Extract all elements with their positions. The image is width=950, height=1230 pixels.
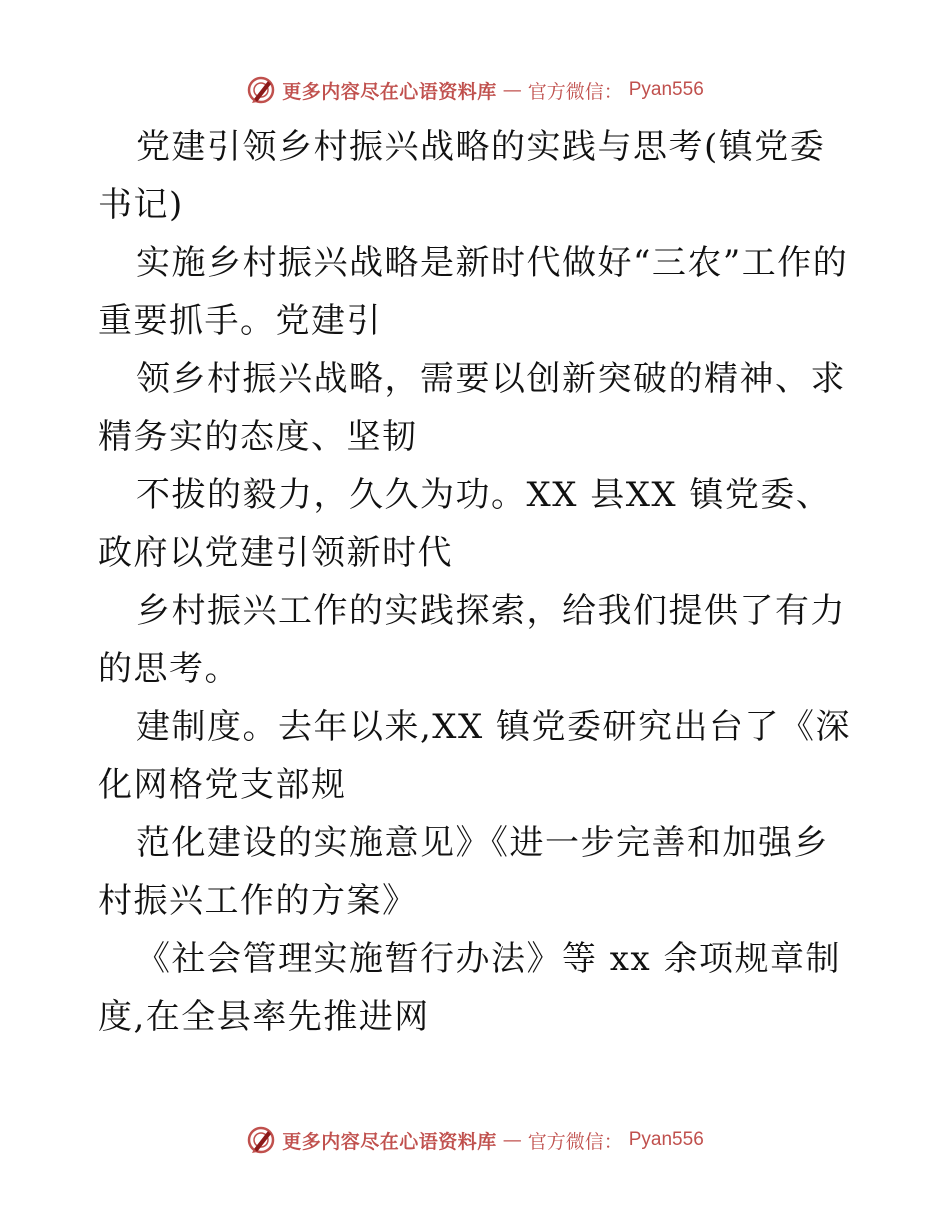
header-banner [0, 70, 950, 110]
footer-banner-sub: 官方微信： [527, 1130, 623, 1153]
paragraph-7: 《社会管理实施暂行办法》等 xx 余项规章制度,在全县率先推进网 [98, 939, 841, 1037]
header-banner-sub: 官方微信： [527, 80, 623, 103]
paragraph-1: 实施乡村振兴战略是新时代做好“三农”工作的重要抓手。党建引 [98, 243, 849, 341]
header-banner-id: Pyan556 [628, 79, 704, 100]
footer-banner-id: Pyan556 [628, 1129, 704, 1150]
pen-logo-icon [246, 1125, 276, 1155]
document-title: 党建引领乡村振兴战略的实践与思考(镇党委书记) [98, 127, 826, 225]
footer-banner [0, 1120, 950, 1160]
header-banner-main: 更多内容尽在心语资料库 [282, 80, 497, 103]
document-body [98, 118, 852, 1046]
footer-banner-dash: — [502, 1129, 522, 1151]
paragraph-4: 乡村振兴工作的实践探索，给我们提供了有力的思考。 [98, 591, 846, 689]
header-banner-inner [246, 75, 704, 105]
footer-banner-main: 更多内容尽在心语资料库 [282, 1130, 497, 1153]
pen-logo-icon [246, 75, 276, 105]
footer-banner-inner [246, 1125, 704, 1155]
paragraph-3: 不拔的毅力，久久为功。XX 县XX 镇党委、政府以党建引领新时代 [98, 475, 832, 573]
paragraph-5: 建制度。去年以来,XX 镇党委研究出台了《深化网格党支部规 [98, 707, 852, 805]
header-banner-dash: — [502, 79, 522, 101]
paragraph-6: 范化建设的实施意见》《进一步完善和加强乡村振兴工作的方案》 [98, 823, 829, 921]
paragraph-2: 领乡村振兴战略，需要以创新突破的精神、求精务实的态度、坚韧 [98, 359, 846, 457]
